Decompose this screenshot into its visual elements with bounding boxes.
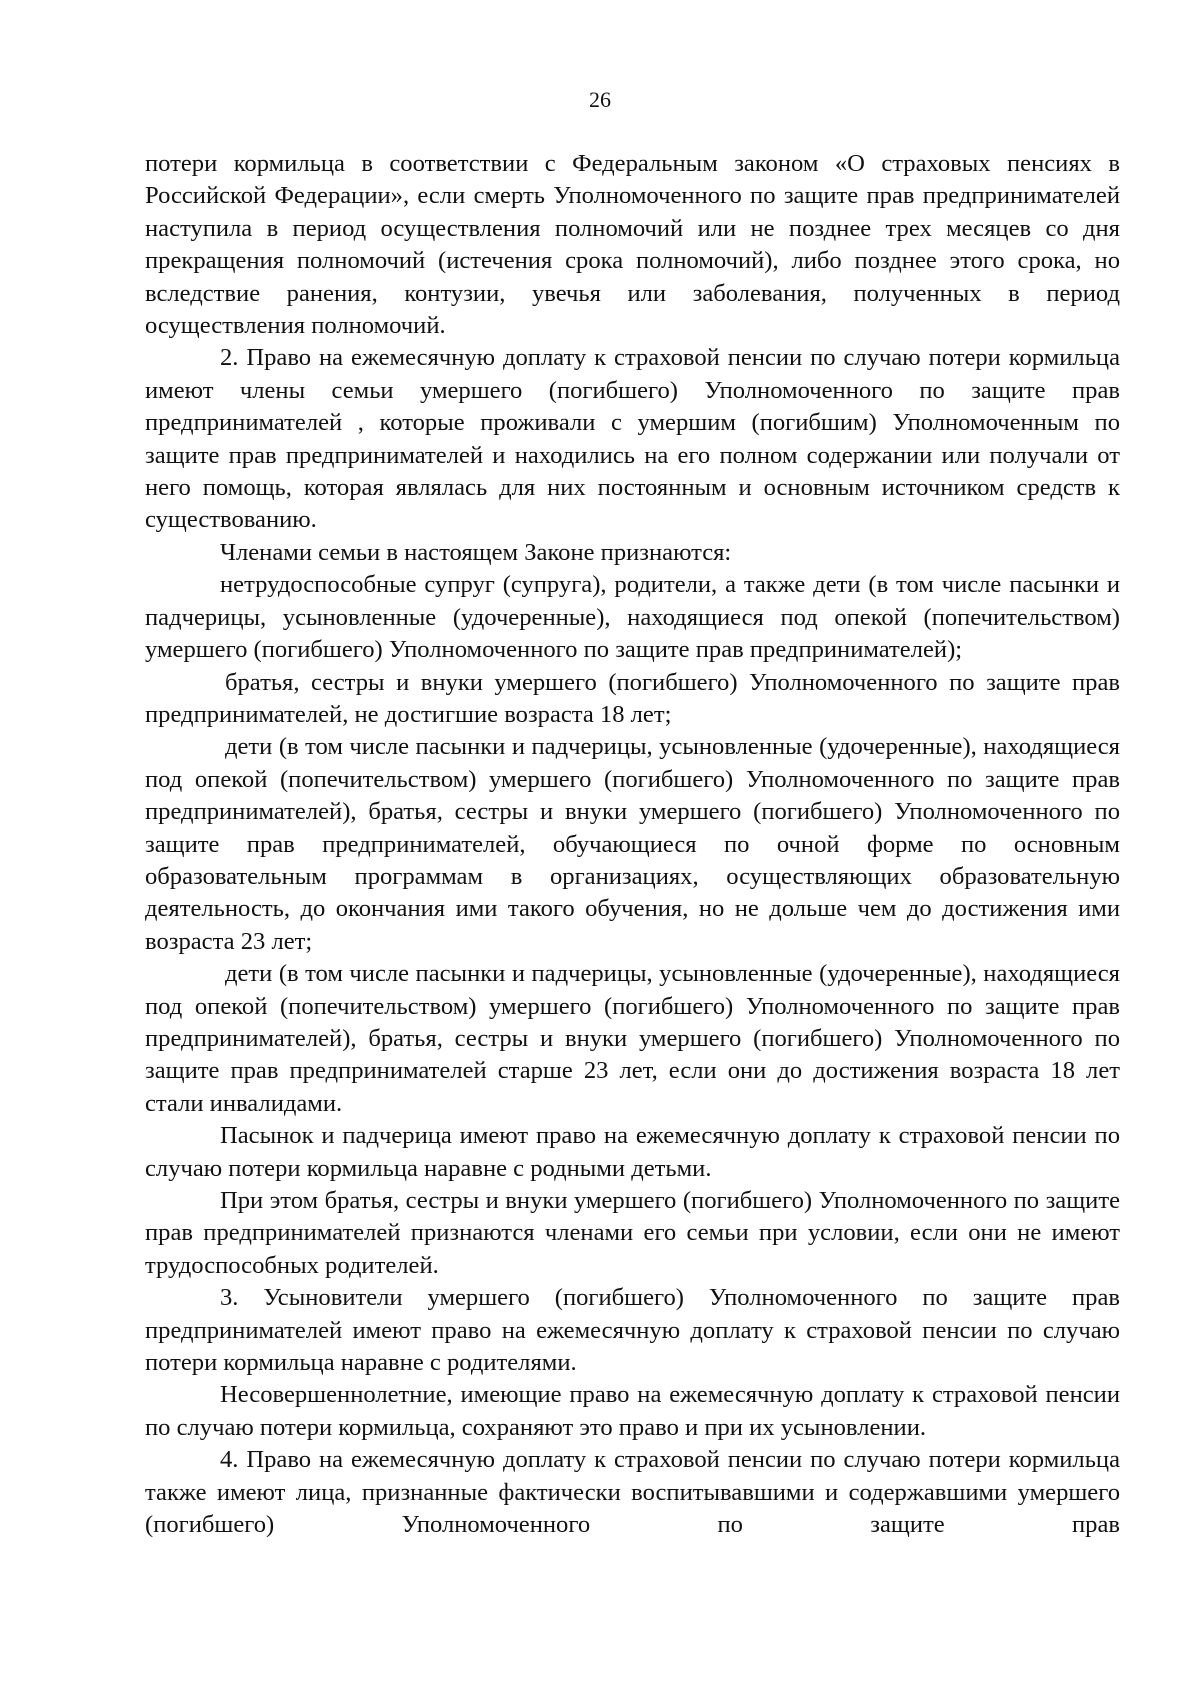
- paragraph-1: потери кормильца в соответствии с Федеральным законом «О страховых пенсиях в Российской Федерации», если смерть Уполномоченного по защите прав предпринимателей наступила в период осуществления полномочий или не позднее трех месяцев со дня прекращения полномочий (истечения срока полномочий), либо позднее этого срока, но вследствие ранения, контузии, увечья или заболевания, полученных в период осуществления полномочий.: [145, 150, 1120, 340]
- paragraph-11: Несовершеннолетние, имеющие право на ежемесячную доплату к страховой пенсии по случаю потери кормильца, сохраняют это право и при их усыновлении.: [145, 1381, 1120, 1441]
- paragraph-7: дети (в том числе пасынки и падчерицы, усыновленные (удочеренные), находящиеся под опекой (попечительством) умершего (погибшего) Уполномоченного по защите прав предпринимателей), братья, сестры и внуки умершего (погибшего) Уполномоченного по защите прав предпринимателей старше 23 лет, если они до достижения возраста 18 лет стали инвалидами.: [145, 960, 1120, 1117]
- document-body: [145, 148, 1120, 1541]
- paragraph-2: 2. Право на ежемесячную доплату к страховой пенсии по случаю потери кормильца имеют члены семьи умершего (погибшего) Уполномоченного по защите прав предпринимателей , которые проживали с умершим (погибшим) Уполномоченным по защите прав предпринимателей и находились на его полном содержании или получали от него помощь, которая являлась для них постоянным и основным источником средств к существованию.: [145, 344, 1120, 534]
- paragraph-8: Пасынок и падчерица имеют право на ежемесячную доплату к страховой пенсии по случаю потери кормильца наравне с родными детьми.: [145, 1122, 1120, 1182]
- page-number: 26: [589, 87, 611, 112]
- paragraph-6: дети (в том числе пасынки и падчерицы, усыновленные (удочеренные), находящиеся под опекой (попечительством) умершего (погибшего) Уполномоченного по защите прав предпринимателей), братья, сестры и внуки умершего (погибшего) Уполномоченного по защите прав предпринимателей, обучающиеся по очной форме по основным образовательным программам в организациях, осуществляющих образовательную деятельность, до окончания ими такого обучения, но не дольше чем до достижения ими возраста 23 лет;: [145, 733, 1120, 955]
- paragraph-12: 4. Право на ежемесячную доплату к страховой пенсии по случаю потери кормильца также имеют лица, признанные фактически воспитывавшими и содержавшими умершего (погибшего) Уполномоченного по защите прав: [145, 1446, 1120, 1539]
- paragraph-9: При этом братья, сестры и внуки умершего (погибшего) Уполномоченного по защите прав предпринимателей признаются членами его семьи при условии, если они не имеют трудоспособных родителей.: [145, 1187, 1120, 1279]
- paragraph-5: братья, сестры и внуки умершего (погибшего) Уполномоченного по защите прав предпринимателей, не достигшие возраста 18 лет;: [145, 668, 1120, 728]
- paragraph-3: Членами семьи в настоящем Законе признаются:: [220, 538, 732, 566]
- paragraph-10: 3. Усыновители умершего (погибшего) Уполномоченного по защите прав предпринимателей имеют право на ежемесячную доплату к страховой пенсии по случаю потери кормильца наравне с родителями.: [145, 1284, 1120, 1377]
- paragraph-4: нетрудоспособные супруг (супруга), родители, а также дети (в том числе пасынки и падчерицы, усыновленные (удочеренные), находящиеся под опекой (попечительством) умершего (погибшего) Уполномоченного по защите прав предпринимателей);: [145, 571, 1120, 664]
